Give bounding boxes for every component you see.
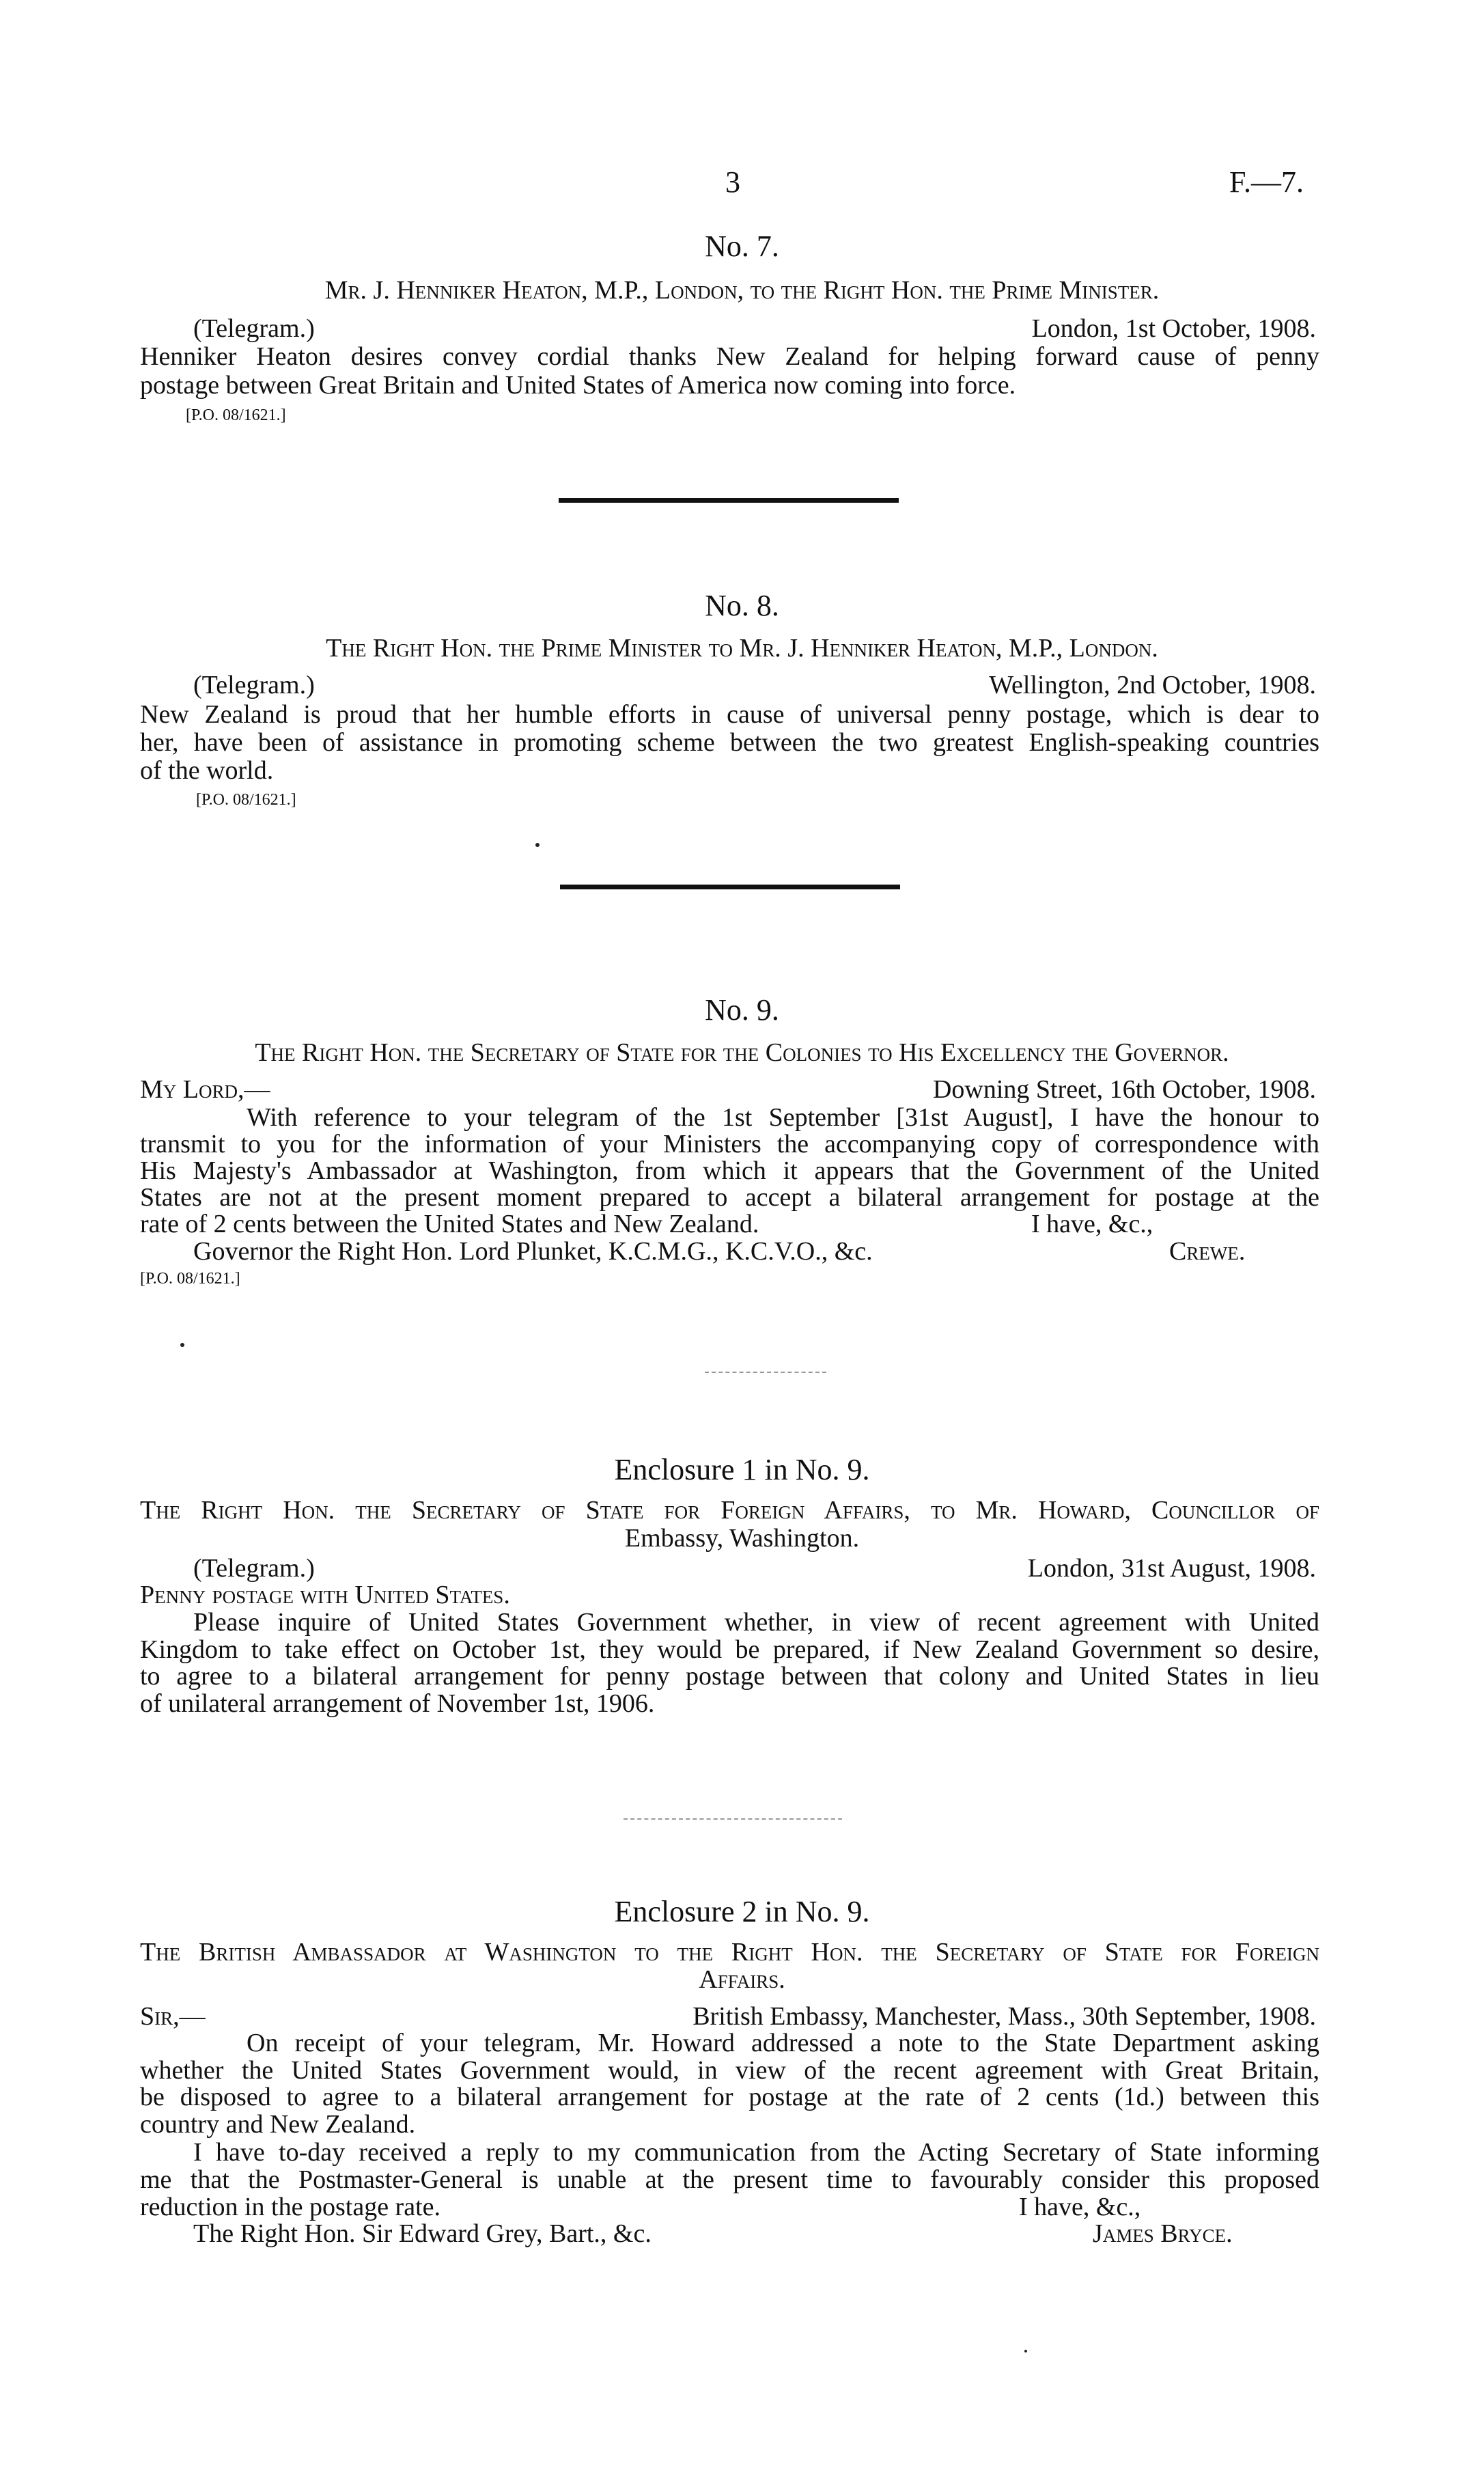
file-reference: [P.O. 08/1621.] <box>186 406 286 424</box>
body-line: I have to-day received a reply to my communication from the Acting Secretary of State informing <box>193 2138 1319 2167</box>
dateline: Wellington, 2nd October, 1908. <box>989 671 1316 699</box>
signature: Crewe. <box>1169 1237 1246 1266</box>
file-reference: [P.O. 08/1621.] <box>140 1270 240 1288</box>
section-divider <box>559 498 899 503</box>
section-divider <box>560 885 900 889</box>
print-speck <box>180 1343 184 1347</box>
body-line: of the world. <box>140 756 274 785</box>
salutation: Sir,— <box>140 2002 206 2031</box>
section-title: Enclosure 2 in No. 9. <box>614 1895 870 1928</box>
body-line: me that the Postmaster-General is unable at the present time to favourably consider this proposed <box>140 2165 1319 2194</box>
correspondence-parties: The Right Hon. the Secretary of State for the Colonies to His Excellency the Governor. <box>255 1038 1229 1067</box>
section-title: No. 8. <box>705 589 779 622</box>
body-line: postage between Great Britain and United States of America now coming into force. <box>140 371 1016 400</box>
section-title: No. 7. <box>705 230 779 263</box>
body-line: Please inquire of United States Government whether, in view of recent agreement with United <box>193 1608 1319 1637</box>
correspondence-parties: Affairs. <box>699 1965 785 1994</box>
body-line: On receipt of your telegram, Mr. Howard addressed a note to the State Department asking <box>247 2029 1319 2057</box>
correspondence-parties: Mr. J. Henniker Heaton, M.P., London, to the Right Hon. the Prime Minister. <box>324 276 1160 305</box>
body-line: of unilateral arrangement of November 1st, 1906. <box>140 1689 655 1718</box>
section-title: No. 9. <box>705 993 779 1027</box>
body-line: rate of 2 cents between the United States and New Zealand. <box>140 1210 759 1238</box>
body-line: to agree to a bilateral arrangement for penny postage between that colony and United States in lieu <box>140 1662 1319 1691</box>
addressee: The Right Hon. Sir Edward Grey, Bart., &c. <box>193 2219 652 2248</box>
correspondence-parties: The Right Hon. the Prime Minister to Mr. J. Henniker Heaton, M.P., London. <box>326 634 1158 663</box>
dateline: Downing Street, 16th October, 1908. <box>932 1075 1316 1104</box>
body-line: States are not at the present moment prepared to accept a bilateral arrangement for postage at the <box>140 1183 1319 1212</box>
body-line: Kingdom to take effect on October 1st, they would be prepared, if New Zealand Government so desire, <box>140 1635 1319 1664</box>
dateline: London, 1st October, 1908. <box>1031 314 1316 343</box>
addressee: Governor the Right Hon. Lord Plunket, K.C.M.G., K.C.V.O., &c. <box>193 1237 873 1266</box>
closing: I have, &c., <box>1019 2193 1141 2221</box>
faint-divider <box>705 1372 826 1374</box>
body-line: With reference to your telegram of the 1st September [31st August], I have the honour to <box>247 1103 1319 1132</box>
body-line: be disposed to agree to a bilateral arrangement for postage at the rate of 2 cents (1d.) between this <box>140 2083 1319 2111</box>
correspondence-parties: The Right Hon. the Secretary of State for Foreign Affairs, to Mr. Howard, Councillor of <box>140 1496 1319 1525</box>
body-line: transmit to you for the information of your Ministers the accompanying copy of correspondence with <box>140 1130 1319 1158</box>
body-line: whether the United States Government would, in view of the recent agreement with Great Britain, <box>140 2056 1319 2085</box>
body-line: country and New Zealand. <box>140 2110 416 2139</box>
salutation: My Lord,— <box>140 1075 270 1104</box>
closing: I have, &c., <box>1031 1210 1153 1238</box>
section-title: Enclosure 1 in No. 9. <box>614 1453 870 1486</box>
file-reference: [P.O. 08/1621.] <box>196 791 296 809</box>
correspondence-parties: The British Ambassador at Washington to the Right Hon. the Secretary of State for Foreign <box>140 1938 1319 1967</box>
message-mode: (Telegram.) <box>193 1554 315 1583</box>
page-number: 3 <box>725 165 740 199</box>
dateline: London, 31st August, 1908. <box>1027 1554 1316 1583</box>
subject: Penny postage with United States. <box>140 1581 510 1609</box>
correspondence-parties: Embassy, Washington. <box>624 1524 860 1553</box>
body-line: her, have been of assistance in promoting scheme between the two greatest English-speaking countries <box>140 728 1319 757</box>
document-reference: F.—7. <box>1229 165 1304 199</box>
print-speck <box>535 843 540 847</box>
faint-divider <box>624 1818 842 1821</box>
body-line: Henniker Heaton desires convey cordial thanks New Zealand for helping forward cause of penny <box>140 342 1319 371</box>
message-mode: (Telegram.) <box>193 314 315 343</box>
print-speck <box>1024 2350 1027 2352</box>
message-mode: (Telegram.) <box>193 671 315 699</box>
body-line: New Zealand is proud that her humble efforts in cause of universal penny postage, which is dear to <box>140 700 1319 729</box>
signature: James Bryce. <box>1093 2219 1233 2248</box>
dateline: British Embassy, Manchester, Mass., 30th September, 1908. <box>692 2002 1316 2031</box>
body-line: reduction in the postage rate. <box>140 2193 441 2221</box>
body-line: His Majesty's Ambassador at Washington, from which it appears that the Government of the United <box>140 1156 1319 1185</box>
